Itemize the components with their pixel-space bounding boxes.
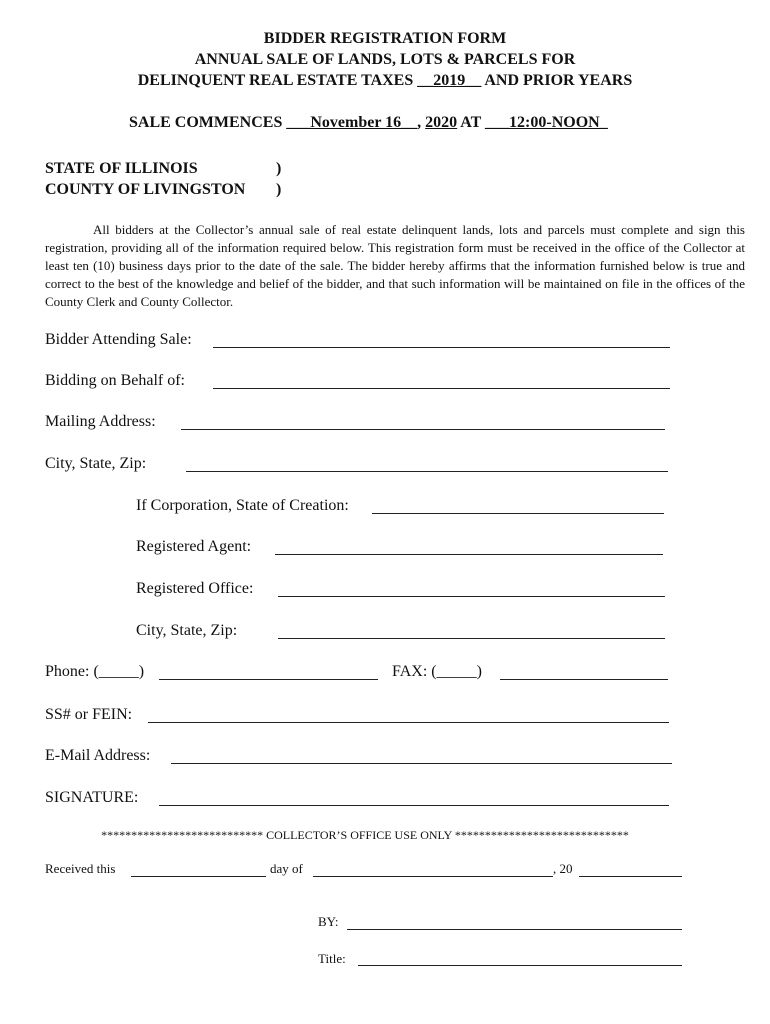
- tax-prefix: DELINQUENT REAL ESTATE TAXES: [137, 72, 418, 89]
- corp-state-label: If Corporation, State of Creation:: [136, 497, 349, 514]
- email-line[interactable]: [171, 763, 672, 764]
- received-month-line[interactable]: [313, 876, 553, 877]
- state-paren: ): [276, 160, 282, 177]
- title-line[interactable]: [358, 965, 682, 966]
- fax-label: FAX: (_____): [392, 663, 482, 680]
- tax-year: __2019__: [417, 72, 482, 89]
- received-year-line[interactable]: [579, 876, 682, 877]
- phone-line[interactable]: [159, 679, 378, 680]
- by-line[interactable]: [347, 929, 682, 930]
- sale-prefix: SALE COMMENCES: [129, 114, 287, 131]
- ssn-fein-line[interactable]: [148, 722, 669, 723]
- tax-suffix: AND PRIOR YEARS: [481, 72, 633, 89]
- registered-agent-label: Registered Agent:: [136, 538, 252, 555]
- bidder-attending-line[interactable]: [213, 347, 670, 348]
- county-label: COUNTY OF LIVINGSTON: [45, 181, 246, 198]
- corp-state-line[interactable]: [372, 513, 664, 514]
- signature-line[interactable]: [159, 805, 669, 806]
- mailing-address-label: Mailing Address:: [45, 413, 156, 430]
- form-title: BIDDER REGISTRATION FORM: [263, 30, 507, 47]
- year-20-label: , 20: [553, 861, 573, 876]
- received-day-line[interactable]: [131, 876, 266, 877]
- bidding-behalf-line[interactable]: [213, 388, 670, 389]
- day-of-label: day of: [270, 861, 303, 876]
- office-use-banner: *************************** COLLECTOR’S OFFICE USE ONLY *****************************: [101, 828, 629, 842]
- bidder-attending-label: Bidder Attending Sale:: [45, 331, 192, 348]
- registered-agent-line[interactable]: [275, 554, 663, 555]
- title-label: Title:: [318, 951, 346, 966]
- city-state-zip-label: City, State, Zip:: [45, 455, 147, 472]
- registered-office-label: Registered Office:: [136, 580, 254, 597]
- sale-commences: [129, 114, 608, 132]
- sale-date: ___November 16__: [286, 114, 418, 131]
- corp-city-state-zip-label: City, State, Zip:: [136, 622, 238, 639]
- fax-line[interactable]: [500, 679, 668, 680]
- mailing-address-line[interactable]: [181, 429, 665, 430]
- received-this-label: Received this: [45, 861, 116, 876]
- sale-at: AT: [457, 114, 486, 131]
- by-label: BY:: [318, 914, 339, 929]
- bidding-behalf-label: Bidding on Behalf of:: [45, 372, 185, 389]
- form-subtitle: ANNUAL SALE OF LANDS, LOTS & PARCELS FOR: [194, 51, 576, 68]
- form-subtitle-tax-years: [0, 71, 770, 91]
- ssn-fein-label: SS# or FEIN:: [45, 706, 133, 723]
- registered-office-line[interactable]: [278, 596, 665, 597]
- sale-time: ___12:00-NOON_: [485, 114, 608, 131]
- email-label: E-Mail Address:: [45, 747, 151, 764]
- instructions-paragraph: All bidders at the Collector’s annual sale of real estate delinquent lands, lots and parcels must complete and sign this registration, providing all of the information required below. This registration form must be received in the office of the Collector at least ten (10) business days prior to the date of the sale. The bidder hereby affirms that the information furnished below is true and correct to the best of the knowledge and belief of the bidder, and that such information will be maintained on file in the offices of the County Clerk and County Collector.: [45, 222, 745, 309]
- state-label: STATE OF ILLINOIS: [45, 160, 198, 177]
- county-paren: ): [276, 181, 282, 198]
- city-state-zip-line[interactable]: [186, 471, 668, 472]
- phone-label: Phone: (_____): [45, 663, 145, 680]
- signature-label: SIGNATURE:: [45, 789, 139, 806]
- sale-comma: ,: [417, 114, 426, 131]
- corp-city-state-zip-line[interactable]: [278, 638, 665, 639]
- sale-year: 2020: [425, 114, 458, 131]
